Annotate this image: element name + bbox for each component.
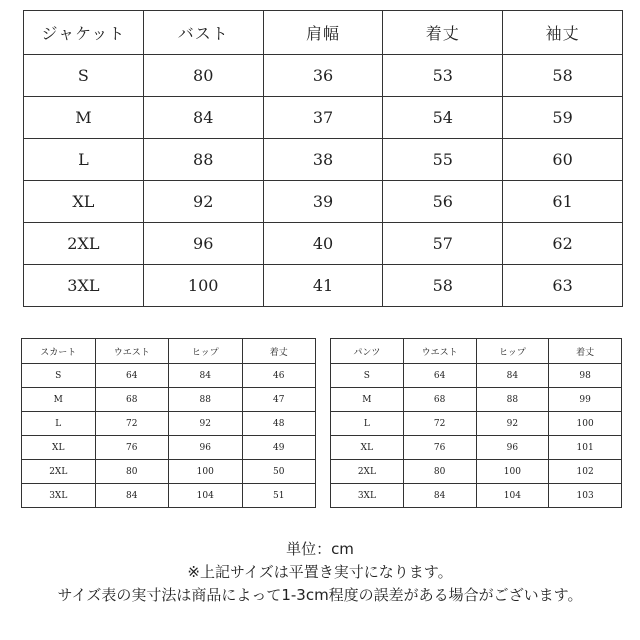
table-row <box>24 223 623 265</box>
skirt-value-cell: 100 <box>169 460 243 484</box>
pants-value-cell: 99 <box>549 388 622 412</box>
jacket-size-cell: 2XL <box>24 223 144 265</box>
jacket-value-cell: 92 <box>143 181 263 223</box>
table-row <box>22 460 316 484</box>
pants-value-cell: 102 <box>549 460 622 484</box>
jacket-value-cell: 60 <box>503 139 623 181</box>
jacket-value-cell: 55 <box>383 139 503 181</box>
table-row <box>24 265 623 307</box>
pants-header-cell: ヒップ <box>476 339 549 364</box>
skirt-value-cell: 76 <box>95 436 169 460</box>
jacket-value-cell: 62 <box>503 223 623 265</box>
skirt-size-cell: XL <box>22 436 96 460</box>
pants-value-cell: 84 <box>403 484 476 508</box>
jacket-value-cell: 39 <box>263 181 383 223</box>
skirt-value-cell: 80 <box>95 460 169 484</box>
jacket-value-cell: 88 <box>143 139 263 181</box>
jacket-value-cell: 61 <box>503 181 623 223</box>
jacket-value-cell: 63 <box>503 265 623 307</box>
jacket-size-cell: L <box>24 139 144 181</box>
table-row <box>24 139 623 181</box>
jacket-value-cell: 100 <box>143 265 263 307</box>
pants-value-cell: 76 <box>403 436 476 460</box>
table-row <box>331 460 622 484</box>
jacket-value-cell: 80 <box>143 55 263 97</box>
jacket-value-cell: 57 <box>383 223 503 265</box>
jacket-value-cell: 53 <box>383 55 503 97</box>
jacket-value-cell: 84 <box>143 97 263 139</box>
pants-value-cell: 84 <box>476 364 549 388</box>
jacket-header-cell: ジャケット <box>24 11 144 55</box>
skirt-value-cell: 46 <box>242 364 316 388</box>
pants-value-cell: 72 <box>403 412 476 436</box>
jacket-value-cell: 96 <box>143 223 263 265</box>
jacket-value-cell: 38 <box>263 139 383 181</box>
skirt-header-cell: ウエスト <box>95 339 169 364</box>
table-row <box>331 412 622 436</box>
table-row <box>22 484 316 508</box>
pants-size-cell: 2XL <box>331 460 404 484</box>
skirt-header-cell: 着丈 <box>242 339 316 364</box>
tolerance-note: サイズ表の実寸法は商品によって1-3cm程度の誤差がある場合がございます。 <box>57 586 583 604</box>
pants-value-cell: 88 <box>476 388 549 412</box>
jacket-value-cell: 41 <box>263 265 383 307</box>
skirt-value-cell: 104 <box>169 484 243 508</box>
pants-value-cell: 68 <box>403 388 476 412</box>
table-row <box>22 412 316 436</box>
skirt-header-cell: ヒップ <box>169 339 243 364</box>
jacket-value-cell: 37 <box>263 97 383 139</box>
skirt-size-cell: L <box>22 412 96 436</box>
measurement-note: ※上記サイズは平置き実寸になります。 <box>187 563 453 581</box>
pants-header-cell: ウエスト <box>403 339 476 364</box>
pants-header-cell: 着丈 <box>549 339 622 364</box>
jacket-size-cell: XL <box>24 181 144 223</box>
pants-value-cell: 80 <box>403 460 476 484</box>
table-row <box>24 55 623 97</box>
skirt-header-cell: スカート <box>22 339 96 364</box>
skirt-size-cell: S <box>22 364 96 388</box>
skirt-value-cell: 68 <box>95 388 169 412</box>
pants-value-cell: 101 <box>549 436 622 460</box>
pants-value-cell: 96 <box>476 436 549 460</box>
skirt-value-cell: 72 <box>95 412 169 436</box>
skirt-value-cell: 88 <box>169 388 243 412</box>
jacket-header-cell: 着丈 <box>383 11 503 55</box>
skirt-value-cell: 84 <box>95 484 169 508</box>
pants-size-cell: L <box>331 412 404 436</box>
pants-value-cell: 100 <box>476 460 549 484</box>
skirt-value-cell: 48 <box>242 412 316 436</box>
skirt-value-cell: 64 <box>95 364 169 388</box>
table-row <box>24 97 623 139</box>
skirt-size-table <box>21 338 316 508</box>
unit-note: 単位：cm <box>286 540 354 558</box>
jacket-header-cell: 肩幅 <box>263 11 383 55</box>
jacket-value-cell: 59 <box>503 97 623 139</box>
jacket-size-cell: 3XL <box>24 265 144 307</box>
jacket-header-cell: 袖丈 <box>503 11 623 55</box>
jacket-value-cell: 40 <box>263 223 383 265</box>
pants-size-cell: 3XL <box>331 484 404 508</box>
skirt-value-cell: 96 <box>169 436 243 460</box>
skirt-value-cell: 92 <box>169 412 243 436</box>
skirt-value-cell: 50 <box>242 460 316 484</box>
jacket-header-cell: バスト <box>143 11 263 55</box>
skirt-header-row <box>22 339 316 364</box>
pants-size-table <box>330 338 622 508</box>
skirt-value-cell: 84 <box>169 364 243 388</box>
jacket-size-cell: S <box>24 55 144 97</box>
jacket-value-cell: 58 <box>503 55 623 97</box>
table-row <box>331 364 622 388</box>
pants-value-cell: 98 <box>549 364 622 388</box>
pants-value-cell: 104 <box>476 484 549 508</box>
pants-size-cell: S <box>331 364 404 388</box>
table-row <box>22 364 316 388</box>
notes <box>0 538 640 607</box>
jacket-value-cell: 36 <box>263 55 383 97</box>
table-row <box>331 436 622 460</box>
table-row <box>22 436 316 460</box>
pants-value-cell: 92 <box>476 412 549 436</box>
table-row <box>22 388 316 412</box>
skirt-value-cell: 49 <box>242 436 316 460</box>
jacket-value-cell: 58 <box>383 265 503 307</box>
table-row <box>331 388 622 412</box>
jacket-size-cell: M <box>24 97 144 139</box>
table-row <box>331 484 622 508</box>
pants-header-cell: パンツ <box>331 339 404 364</box>
pants-value-cell: 100 <box>549 412 622 436</box>
pants-header-row <box>331 339 622 364</box>
skirt-size-cell: M <box>22 388 96 412</box>
jacket-header-row <box>24 11 623 55</box>
skirt-size-cell: 2XL <box>22 460 96 484</box>
pants-value-cell: 103 <box>549 484 622 508</box>
pants-size-cell: XL <box>331 436 404 460</box>
pants-value-cell: 64 <box>403 364 476 388</box>
table-row <box>24 181 623 223</box>
skirt-value-cell: 51 <box>242 484 316 508</box>
jacket-value-cell: 54 <box>383 97 503 139</box>
pants-size-cell: M <box>331 388 404 412</box>
skirt-size-cell: 3XL <box>22 484 96 508</box>
jacket-value-cell: 56 <box>383 181 503 223</box>
jacket-size-table <box>23 10 623 307</box>
skirt-value-cell: 47 <box>242 388 316 412</box>
